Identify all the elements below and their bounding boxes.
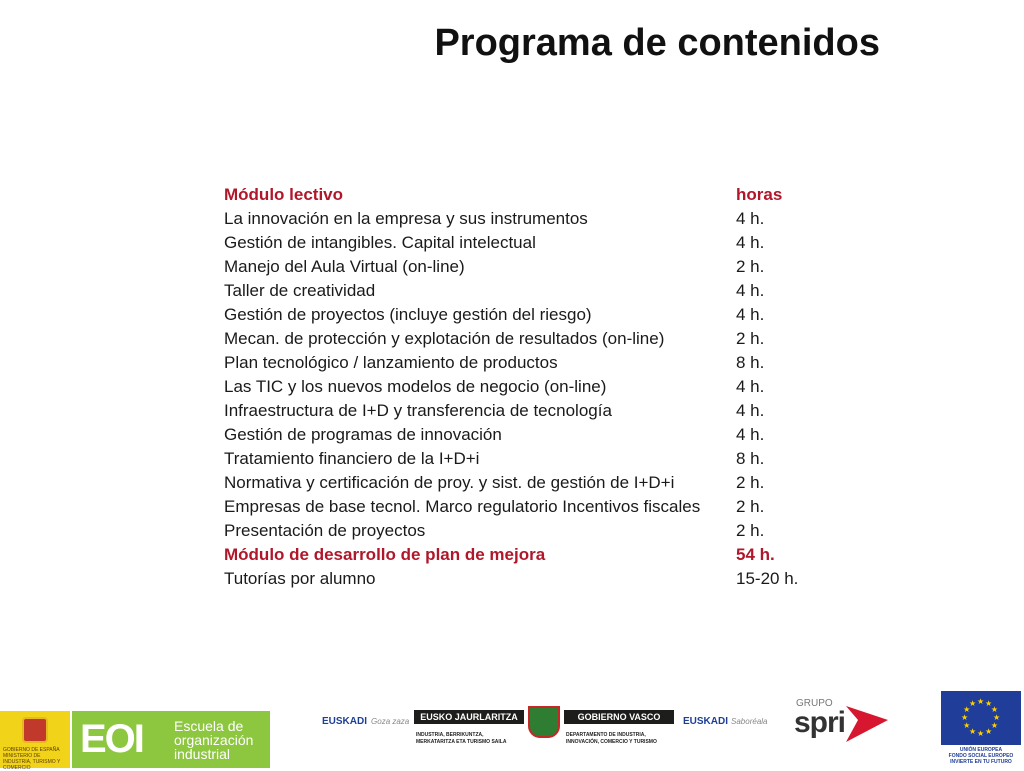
euskadi-logo-left (322, 716, 409, 727)
eoi-logo-mark: EOI (80, 717, 143, 761)
module-name: Módulo de desarrollo de plan de mejora (224, 545, 546, 564)
module-name: La innovación en la empresa y sus instrumentos (224, 209, 588, 228)
eu-flag-icon (941, 691, 1021, 745)
module-hours: 4 h. (736, 425, 765, 444)
eu-line-3: INVIERTE EN TU FUTURO (950, 759, 1012, 765)
eoi-line-1: Escuela de (174, 718, 244, 734)
eusko-jaurlaritza-bar: EUSKO JAURLARITZA (414, 710, 524, 724)
module-name: Tratamiento financiero de la I+D+i (224, 449, 480, 468)
eu-line-2: FONDO SOCIAL EUROPEO (948, 753, 1014, 759)
eu-logo (941, 691, 1021, 768)
module-hours: 4 h. (736, 209, 765, 228)
eoi-line-3: industrial (174, 746, 231, 762)
gv-dept-right (566, 732, 657, 746)
eoi-logo-text (174, 719, 253, 761)
module-hours: 54 h. (736, 545, 775, 564)
eu-star-icon: ★ (963, 705, 971, 714)
module-name: Taller de creatividad (224, 281, 376, 300)
module-hours: 4 h. (736, 305, 765, 324)
spri-grupo-text: GRUPO (796, 698, 833, 709)
module-name: Manejo del Aula Virtual (on-line) (224, 257, 465, 276)
module-hours: 2 h. (736, 497, 765, 516)
eu-star-icon: ★ (977, 729, 985, 738)
module-hours: 2 h. (736, 329, 765, 348)
module-name: Módulo lectivo (224, 185, 343, 204)
module-name: Las TIC y los nuevos modelos de negocio (on-line) (224, 377, 607, 396)
module-name: Normativa y certificación de proy. y sist. de gestión de I+D+i (224, 473, 675, 492)
gv-dept-right-2: INNOVACIÓN, COMERCIO Y TURISMO (566, 739, 657, 745)
spri-logo (794, 696, 894, 752)
gobierno-vasco-bar: GOBIERNO VASCO (564, 710, 674, 724)
spri-name: spri (794, 706, 846, 739)
module-name: Infraestructura de I+D y transferencia de tecnología (224, 401, 612, 420)
page-title: Programa de contenidos (434, 22, 880, 64)
gv-dept-left-2: MERKATARITZA ETA TURISMO SAILA (416, 739, 507, 745)
euskadi-right-name: EUSKADI (683, 716, 729, 727)
basque-shield-icon (528, 706, 560, 738)
euskadi-right-tagline: Saboréala (731, 717, 768, 726)
gv-dept-left-1: INDUSTRIA, BERRIKUNTZA, (416, 732, 484, 738)
euskadi-logo-right (683, 716, 768, 727)
eu-star-icon: ★ (990, 705, 999, 714)
eu-logo-text (941, 747, 1021, 765)
module-hours: 4 h. (736, 377, 765, 396)
module-hours: 4 h. (736, 233, 765, 252)
module-hours: 2 h. (736, 473, 765, 492)
gobierno-vasco-logo (414, 706, 674, 756)
module-hours: 2 h. (736, 257, 765, 276)
module-hours: 4 h. (736, 401, 765, 420)
module-name: Presentación de proyectos (224, 521, 426, 540)
module-name: Gestión de programas de innovación (224, 425, 502, 444)
gv-dept-left (416, 732, 506, 746)
module-name: Gestión de proyectos (incluye gestión del riesgo) (224, 305, 592, 324)
module-hours: 4 h. (736, 281, 765, 300)
module-hours: 8 h. (736, 353, 765, 372)
module-name: Plan tecnológico / lanzamiento de productos (224, 353, 558, 372)
euskadi-left-name: EUSKADI (322, 716, 368, 727)
module-name: Tutorías por alumno (224, 569, 376, 588)
eu-star-icon: ★ (990, 721, 999, 730)
module-hours: 2 h. (736, 521, 765, 540)
eu-star-icon: ★ (977, 697, 985, 706)
eu-star-icon: ★ (961, 713, 969, 722)
euskadi-left-tagline: Goza zaza (371, 717, 410, 726)
module-hours: 8 h. (736, 449, 765, 468)
module-hours: 15-20 h. (736, 569, 799, 588)
module-name: Gestión de intangibles. Capital intelectual (224, 233, 536, 252)
module-name: Mecan. de protección y explotación de resultados (on-line) (224, 329, 665, 348)
eoi-line-2: organización (174, 732, 254, 748)
eu-star-icon: ★ (985, 699, 993, 709)
eu-star-icon: ★ (969, 726, 977, 736)
eoi-logo (72, 711, 270, 768)
eu-star-icon: ★ (963, 721, 971, 730)
eu-star-icon: ★ (969, 699, 977, 709)
module-hours: horas (736, 185, 783, 204)
spain-crest-icon (22, 717, 48, 743)
spri-arrow-icon (794, 696, 894, 752)
spain-logo-text: GOBIERNO DE ESPAÑA MINISTERIO DE INDUSTRIA, TURISMO Y COMERCIO (3, 747, 61, 771)
eu-star-icon: ★ (993, 713, 1001, 722)
eu-star-icon: ★ (985, 726, 993, 736)
gv-dept-right-1: DEPARTAMENTO DE INDUSTRIA, (566, 732, 646, 738)
module-name: Empresas de base tecnol. Marco regulatorio Incentivos fiscales (224, 497, 701, 516)
gobierno-espana-logo (0, 711, 70, 771)
eu-line-1: UNIÓN EUROPEA (959, 747, 1003, 753)
